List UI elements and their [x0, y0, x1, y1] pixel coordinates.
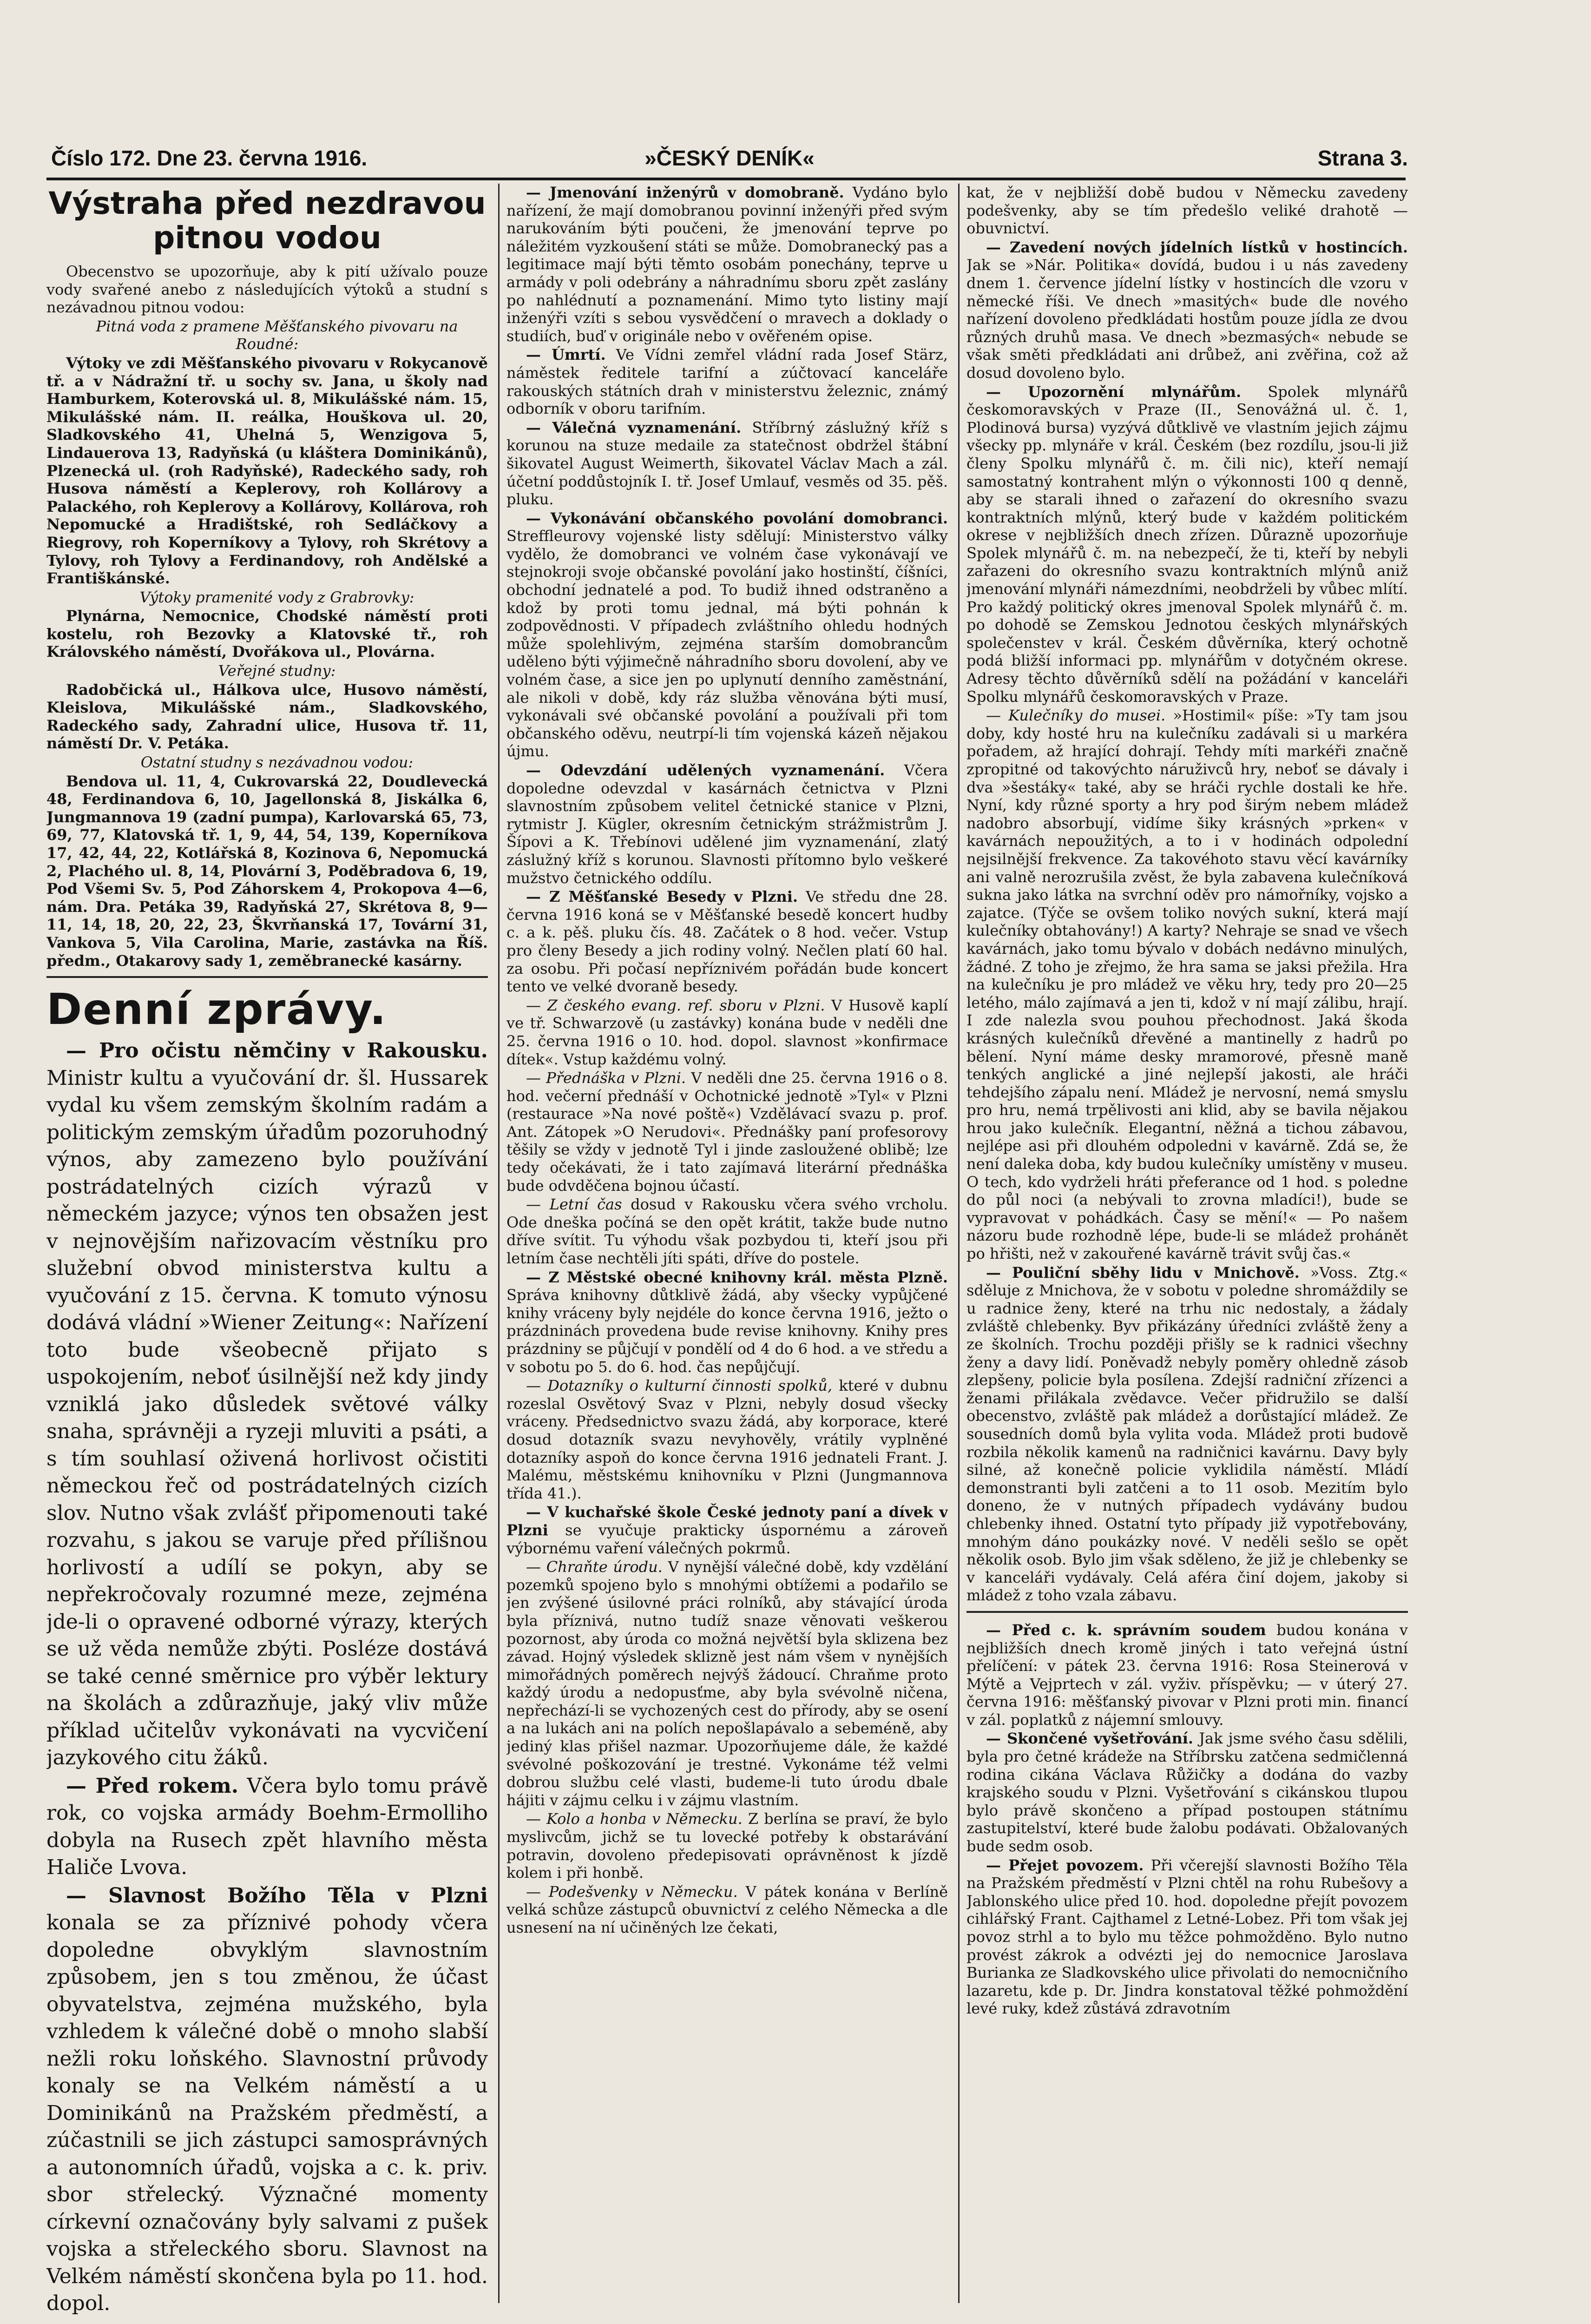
news-item-lead: — Úmrtí. — [526, 346, 606, 364]
newspaper-title: »ČESKÝ DENÍK« — [644, 146, 815, 170]
news-item-text: Správa knihovny důtklivě žádá, aby všecky vypůjčené knihy vráceny byly nejdéle do konce června 1916, ježto o prázdninách provedena bude revise knihovny. Knihy pres prázdniny se půjčují v pondělí od 4 do 6 hod. a ve středu a v sobotu po 5. do 6. hod. čas nepůjčují. — [506, 1286, 948, 1376]
news-item-text: Spolek mlynářů českomoravských v Praze (II., Senovážná ul. č. 1, Plodinová bursa) vyzývá důtklivě ve vlastním jejich zájmu všecky pp. mlynáře v král. Českém (bez rozdílu, jsou-li již členy Spolku mlynářů č. m. čili nic), kteří nemají samostatný kontrahent mlýn o výkonnosti 100 q denně, aby se starali ihned o zařazení do okresního svazu kontraktních mlýnů, který bude v každém politickém okrese v nejbližších dnech zřízen. Důrazně upozorňuje Spolek mlynářů č. m. na nebezpečí, že ti, kteří by nebyli zařazeni do okresního svazu kontraktních mlýnů aniž jmenování mlynáři námezdními, neobdrželi by vůbec mlítí. Pro každý politický okres jmenoval Spolek mlynářů č. m. po dohodě se Zemskou Jednotou českých mlynářských společenstev v král. Českém důvěrníka, který ochotně podá bližší informaci pp. mlynářům v dotyčném okrese. Adresy těchto důvěrníků sdělí na požádání v kanceláři Spolku mlynářů českomoravských v Praze. — [966, 383, 1408, 706]
news-item — [506, 346, 948, 417]
news-item-lead: — Odevzdání udělených vyznamenání. — [526, 761, 885, 779]
news-item — [966, 1730, 1408, 1855]
news-item-lead: — Z Měšťanské Besedy v Plzni. — [526, 888, 798, 906]
news-item — [46, 1773, 488, 1882]
news-item-lead: — Z českého evang. ref. sboru v Plzni. — [526, 996, 825, 1014]
news-item-text: V pátek konána v Berlíně velká schůze zástupců obuvnictví z celého Německa a dle usnesení na ní učiněných lze čekati, — [506, 1882, 948, 1936]
column-1 — [46, 184, 488, 2324]
warning-intro: Obecenstvo se upozorňuje, aby k pití užívalo pouze vody svařené anebo z následujících výtoků a studní s nezávadnou pitnou vodou: — [46, 263, 488, 317]
section-heading: Veřejné studny: — [218, 662, 336, 680]
news-item — [506, 1268, 948, 1376]
news-item-text: Vydáno bylo nařízení, že mají domobranou povinní inženýři před svým narukováním býti poučeni, že jmenování teprve po náležitém vyzkoušení státi se může. Domobranecký pas a legitimace mají býti těmto osobám ponechány, teprve u armády v poli odebrány a náhradnímu sboru zpět zaslány po nahlédnutí a poznamenání. Mimo tyto listiny mají inženýři vzíti s sebou vysvědčení o mravech a doklady o studiích, buď v originále nebo v ověřeném opise. — [506, 184, 948, 345]
news-item — [966, 1621, 1408, 1729]
column-3 — [966, 184, 1408, 2324]
news-item-lead: — Válečná vyznamenání. — [526, 418, 742, 436]
news-item-lead: — Skončené vyšetřování. — [986, 1730, 1194, 1748]
news-item-lead: — Kolo a honba v Německu. — [526, 1810, 743, 1828]
news-item — [46, 1037, 488, 1772]
news-item-text: Stříbrný záslužný kříž s korunou na stuze medaile za statečnost obdržel štábní šikovatel August Weimerth, šikovatel Václav Mach a zál. účetní poddůstojník I. tř. Josef Umlauf, vesměs od 35. pěš. pluku. — [506, 418, 948, 508]
news-item-text: Streffleurovy vojenské listy sdělují: Ministerstvo války vydělo, že domobranci ve volném čase vykonávají ve stejnokroji svoje občanské povolání jako hostinští, číšníci, obchodní jednatelé a pod. To budiž ihned odstraněno a kdož by proti tomu jednal, má býti pohnán k zodpovědnosti. V případech zvláštního ohledu hodných může spolehlivým, zejména starším domobrancům uděleno býti výjimečně náhradního sboru dovolení, aby ve volném čase, a sice jen po uplynutí denního zaměstnání, ale nikoli v době, kdy ráz služba věnována býti musí, vykonávali své občanské povolání a používali při tom občanského oděvu, neutrpí-li tím vojenská kázeň nějakou újmu. — [506, 527, 948, 760]
news-item-lead: — Pouliční sběhy lidu v Mnichově. — [986, 1263, 1300, 1281]
section-heading: Ostatní studny s nezávadnou vodou: — [140, 753, 414, 772]
news-item-text: V neděli dne 25. června 1916 o 8. hod. večerní přednáší v Ochotnické jednotě »Tyl« v Plzni (restaurace »Na nové poště«) Vzdělávací svazu p. prof. Ant. Zátopek »O Nerudovi«. Přednášky paní profesorovy těšily se vždy v jednotě Tyl i jinde zasloužené oblibě; lze tedy očekávati, že i tato zajímavá literární přednáška bude odvděčena bojnou účastí. — [506, 1069, 948, 1195]
news-item — [506, 888, 948, 996]
news-item — [506, 419, 948, 508]
news-item — [506, 761, 948, 887]
news-item-lead: — Letní čas — [526, 1195, 622, 1214]
column-2 — [506, 184, 948, 2324]
news-item-lead: — V kuchařské škole České jednoty paní a dívek v Plzni — [506, 1503, 948, 1539]
news-item — [506, 1810, 948, 1882]
section-text: Radobčická ul., Hálkova ulce, Husovo náměstí, Kleislova, Mikulášské nám., Sladkovského, Radeckého sady, Zahradní ulice, Husova tř. 11, náměstí Dr. V. Petáka. — [46, 680, 488, 753]
news-item-lead: — Přejet povozem. — [986, 1856, 1144, 1874]
news-item-text: V Husově kaplí ve tř. Schwarzově (u zastávky) konána bude v neděli dne 25. června 1916 o 10. hod. dopol. slavnost »konfirmace dítek«. Vstup každému volný. — [506, 996, 948, 1068]
news-item-text: Ve středu dne 28. června 1916 koná se v Měšťanské besedě koncert hudby c. a k. pěš. pluku čís. 48. Začátek o 8 hod. večer. Vstup pro členy Besedy a jich rodiny volný. Nečlen platí 60 hal. za osobu. Při počasí nepříznivém pořádán bude koncert tento ve velké dvoraně besedy. — [506, 888, 948, 996]
news-item — [966, 383, 1408, 706]
news-item-lead: — Jmenování inženýrů v domobraně. — [526, 184, 844, 201]
news-item-lead: — Pro očistu němčiny v Rakousku. — [66, 1039, 488, 1063]
news-item-text: konala se za příznivé pohody včera dopoledne obvyklým slavnostním způsobem, jen s tou změnou, že účast obyvatelstva, zejména mužského, byla vzhledem k válečné době o mnoho slabší nežli roku loňského. Slavnostní průvody konaly se na Velkém náměstí a u Dominikánů na Pražském předměstí, a zúčastnili se jich zástupci samosprávných a autonomních úřadů, vojska a c. k. priv. sbor střelecký. Význačné momenty církevní označovány byly salvami z pušek vojska a střeleckého sboru. Slavnost na Velkém náměstí skončena byla po 11. hod. dopol. — [46, 1911, 488, 2316]
header-rule — [46, 178, 1406, 180]
news-item — [966, 706, 1408, 1262]
news-item-text: se vyučuje prakticky úspornému a zároveň výbornému vaření válečných pokrmů. — [506, 1521, 948, 1557]
news-item-lead: — Kulečníky do musei. — [986, 706, 1166, 725]
section-text: Plynárna, Nemocnice, Chodské náměstí proti kostelu, roh Bezovky a Klatovské tř., roh Královského náměstí, Dvořákova ul., Plovárna. — [46, 607, 488, 661]
news-item-lead: — Podešvenky v Německu. — [526, 1882, 738, 1901]
news-item-lead: — Vykonávání občanského povolání domobranci. — [526, 509, 948, 527]
warning-headline: Výstraha před nezdravou pitnou vodou — [48, 185, 486, 256]
news-item-text: Ve Vídni zemřel vládní rada Josef Stärz, náměstek ředitele tarifní a zúčtovací kanceláře rakouských státních drah v ministerstvu železnic, známý odborník v oboru tarifním. — [506, 346, 948, 418]
section-heading: Výtoky pramenité vody z Grabrovky: — [139, 588, 414, 606]
news-item-text: Včera bylo tomu právě rok, co vojska armády Boehm-Ermolliho dobyla na Rusech zpět hlavního města Haliče Lvova. — [46, 1774, 488, 1880]
section-text: Bendova ul. 11, 4, Cukrovarská 22, Doudlevecká 48, Ferdinandova 6, 10, Jagellonská 8, Jiskálka 6, Jungmannova 19 (zadní pumpa), Karlovarská 65, 73, 69, 77, Klatovská tř. 1, 9, 44, 54, 139, Koperníkova 17, 42, 44, 22, Kotlářská 8, Kozinova 6, Nepomucká 2, Plachého ul. 8, 14, Plovární 3, Poděbradova 6, 19, Pod Všemi Sv. 5, Pod Záhorskem 4, Prokopova 4—6, nám. Dra. Petáka 39, Radyňská 27, Skrétova 8, 9—11, 14, 18, 20, 22, 23, Škvrňanská 17, Tovární 31, Vankova 5, Vila Carolina, Marie, zastávka na Říš. předm., Otakarovy sady 1, zeměbranecké kasárny. — [46, 772, 488, 970]
news-item-text: Při včerejší slavnosti Božího Těla na Pražském předměstí v Plzni chtěl na rohu Rubešovy a Jablonského ulice před 10. hod. dopoledne přejít povozem cihlářský Frant. Cajthamel z Letné-Lobez. Při tom však jej povoz strhl a to bylo mu těžce pohmožděno. Bylo nutno provést zákrok a odvézti jej do nemocnice Jaroslava Burianka ze Sladkovského ulice přivolati do nemocničního lazaretu, kde p. Dr. Jindra konstatoval těžké pohmoždění levé ruky, kdež zůstává zdravotním — [966, 1856, 1408, 2018]
news-item-lead: — Před rokem. — [66, 1774, 239, 1798]
continued-text: kat, že v nejbližší době budou v Německu zavedeny podešvenky, aby se tím předešlo veliké drahotě — obuvnictví. — [966, 184, 1408, 238]
page-header — [51, 139, 1408, 177]
news-item-lead: — Chraňte úrodu. — [526, 1558, 663, 1576]
news-item — [506, 184, 948, 345]
news-item-text: Z berlína se praví, že bylo myslivcům, jichž se tu lovecké potřeby k obstarávání potravin, dovoleno předepisovati oprávněnost k jízdě kolem i při honbě. — [506, 1810, 948, 1882]
news-item-text: dosud v Rakousku včera svého vrcholu. Ode dneška počíná se den opět krátit, takže bude nutno dříve svítit. Tu výhodu však pozbydou ti, kteří jsou při letním čase nechtěli jíti spáti, dříve do postele. — [506, 1195, 948, 1268]
news-item-text: »Hostimil« píše: »Ty tam jsou doby, kdy hosté hru na kulečníku zadávali si u markéra pořadem, až hrající dohrají. Tehdy míti markéři značně zpropitné od takovýchto náruživců hry, neboť se dávaly i dva »šestáky« také, aby se hráči rychle dostali ke hře. Nyní, kdy různé sporty a hry pod širým nebem mládež nadobro absorbují, vidíme šiky krásných »prken« v kavárnách nepoužitých, a to i v hodinách odpolední nejsilnější frekvence. Za takovéhoto stavu věcí kavárníky ani valně nerozrušila zvěst, že byla zabavena kulečníková sukna jako látka na svrchní oděv pro námořníky, vojsko a zajatce. (Týče se ovšem toliko nových sukní, která mají kulečníky obtahovány!) A karty? Nehraje se snad ve všech kavárnách, jako tomu bývalo v dobách nedávno minulých, žádné. Z toho je zřejmo, že hra sama se jaksi přežila. Hra na kulečníku je pro mládež ve věku hry, tedy pro 20—25 letého, málo zajímavá a jen ti, kdož v ní mají zálibu, hrají. I zde nalezla svou pouhou přechodnost. Jaká škoda krásných kulečníků dřevěné a mantinelly z hadrů po bělení. Nyní máme desky mramorové, přesně maně tenkých anglické a jiné nejlepší jakosti, ale hráči tehdejšího zápalu není. Mládež je nervosní, nemá smyslu pro hru, nemá trpělivosti ani klid, aby se bavila nějakou hrou jako kulečník. Elegantní, něžná a tichou zábavou, nejlépe asi při dlouhém odpoledni v kavárně. Zdá se, že není daleka doba, kdy budou kulečníky umístěny v museu. O tech, kdo vydrželi hráti přeferance od 1 hod. s poledne do půl noci (a nebývali to zrovna mladíci!), bude se vypravovat v pohádkách. Časy se mění!« — Po našem názoru bude rozhodně lépe, bude-li se mládež prohánět po hřišti, než v zakouřené kavárně trávit svůj čas.« — [966, 706, 1408, 1263]
news-item — [966, 1856, 1408, 2018]
news-item-lead: — Před c. k. správním soudem — [986, 1621, 1266, 1639]
news-item — [506, 1195, 948, 1267]
news-item — [506, 1558, 948, 1809]
news-item-text: Jak se »Nár. Politika« dovídá, budou i u nás zavedeny dnem 1. července jídelní lístky v hostincích dle vzoru v německé říši. Ve dnech »masitých« bude dle nového nařízení dovoleno předkládati hostům pouze jídla ze dvou různých druhů masa. Ve dnech »bezmasých« nebude se však směti předkládati ani drůbež, ani zvěřina, což až dosud dovoleno bylo. — [966, 256, 1408, 382]
section-text: Výtoky ve zdi Měšťanského pivovaru v Rokycanově tř. a v Nádražní tř. u sochy sv. Jana, u školy nad Hamburkem, Koterovská ul. 8, Mikulášské nám. 15, Mikulášské nám. II. reálka, Houškova ul. 20, Sladkovského 41, Uhelná 5, Wenzigova 5, Lindauerova 13, Radyňská (u kláštera Dominikánů), Plzenecká ul. (roh Radyňské), Radeckého sady, roh Husova náměstí a Keplerovy, roh Kollárovy a Palackého, roh Keplerovy a Kollárovy, Kollárova, roh Nepomucké a Hradištské, roh Sedláčkovy a Riegrovy, roh Koperníkovy a Tylovy, roh Skrétovy a Tylovy, roh Tylovy a Ferdinandovy, roh Andělské a Františkánské. — [46, 354, 488, 588]
news-item-lead: — Dotazníky o kulturní činnosti spolků, — [526, 1377, 833, 1395]
news-item-lead: — Upozornění mlynářům. — [986, 383, 1242, 401]
news-item-text: »Voss. Ztg.« sděluje z Mnichova, že v sobotu v poledne shromáždily se u radnice ženy, které na trhu nic nedostaly, a žádaly zvláště chlebenky. Byv přikázány úředníci zvláště ženy a ze školních. Trochu později přišly se k radnici všechny ženy a davy lidí. Poněvadž nebyly poměry ohledně zásob zlepšeny, policie byla posílena. Zdejší radniční zřízenci a ženami přilákala zvědavce. Večer přidružilo se další obecenstvo, zvláště pak mládež a dorůstající mládež. Ze sousedních domů byla vylita voda. Mládež proti budově rozbila několik kamenů na radničnici kavárnu. Davy byly silné, až konečně policie vyklidila náměstí. Mládí demonstranti byli zatčeni a to 11 osob. Mezitím bylo doneno, že v nutných případech vydávány budou chlebenky ihned. Ostatní tyto případy již vypotřebovány, mnohým dáno poukázky nové. V neděli sešlo se opět několik osob. Bylo jim však sděleno, že již je chlebenky se v kanceláři vydávaly. Celá aféra činí dojem, jakoby si mládež z toho vzala zábavu. — [966, 1263, 1408, 1604]
section-rule — [46, 976, 488, 978]
news-item — [46, 1882, 488, 2317]
news-item-text: Ministr kultu a vyučování dr. šl. Hussarek vydal ku všem zemským školním radám a politickým zemským úřadům pozoruhodný výnos, aby zamezeno bylo používání postrádatelných cizích výrazů v německém jazyce; výnos ten obsažen jest v nejnovějším nařizovacím věstníku pro služební obvod ministerstva kultu a vyučování z 15. června. K tomuto výnosu dodává vládní »Wiener Zeitung«: Nařízení toto bude všeobecně přijato s uspokojením, neboť úsilnější než kdy jindy vzniklá jako důsledek světové války snaha, správněji a ryzeji mluviti a psáti, a s tím souhlasí oživená horlivost očistiti německou řeč od postrádatelných cizích slov. Nutno však zvlášť připomenouti také rozvahu, s jakou se varuje před přílišnou horlivostí a udílí se pokyn, aby se nepřekročovaly rozumné meze, zejména jde-li o opravené odborné výrazy, kterých se už věda nemůže zbýti. Posléze dostává se také cenné směrnice pro výběr lektury na školách a zdůrazňuje, jaký vliv může příklad učitelův vykonávati na vycvičení jazykového citu žáků. — [46, 1066, 488, 1770]
news-item — [506, 997, 948, 1068]
news-item-lead: — Z Městské obecné knihovny král. města Plzně. — [526, 1268, 948, 1286]
page-number: Strana 3. — [1317, 146, 1408, 170]
section-heading: Pitná voda z pramene Měšťanského pivovaru na Roudné: — [96, 317, 458, 353]
news-item-text: budou konána v nejbližších dnech kromě jiných i tato veřejná ústní přelíčení: v pátek 23. června 1916: Rosa Steinerová v Mýtě a Vejprtech v zál. vyživ. příspěvku; — v úterý 27. června 1916: měšťanský pivovar v Plzni proti min. financí v zál. poplatků z nájemní smlouvy. — [966, 1621, 1408, 1729]
news-list — [46, 1037, 488, 2317]
news-item — [506, 1069, 948, 1195]
news-item-text: Jak jsme svého času sdělili, byla pro četné krádeže na Stříbrsku zatčena sedmičlenná rodina cikána Václava Růžičky a dodána do vazby krajského soudu v Plzni. Vyšetřování s cikánskou tlupou bylo právě skončeno a případ postoupen státnímu zastupitelství, které bude žalobu podávati. Obžalovaných bude sedm osob. — [966, 1730, 1408, 1855]
news-item-text: V nynější válečné době, kdy vzdělání pozemků spojeno bylo s mnohými obtížemi a podařilo se jen zvýšené úsilovné práci rolníků, aby stávající úroda byla příznivá, nutno tudíž snaze věnovati veškerou pozornost, aby úroda co možná největší byla sklizena bez závad. Hojný výsledek sklizně jest nám všem v nynějších mimořádných poměrech nejvýš žádoucí. Chraňme proto každý úrodu a nedopusťme, aby byla svévolně ničena, nepřechází-li se vychozených cest do přírody, aby se osení a na lukách ani na polích nepošlapávalo a sebeméně, aby jediný klas přišel nazmar. Upozorňujeme dále, že každé svévolné poškozování je trestné. Vykonáme též velmi dobrou službu celé vlasti, budeme-li tuto úrodu dbale hájiti v zájmu celku i v zájmu vlastním. — [506, 1558, 948, 1809]
news-item — [506, 1883, 948, 1937]
news-item — [506, 1503, 948, 1557]
news-item-lead: — Zavedení nových jídelních lístků v hostincích. — [986, 238, 1408, 256]
issue-number-date: Číslo 172. Dne 23. června 1916. — [51, 146, 368, 170]
section-rule — [966, 1611, 1408, 1613]
news-item-lead: — Přednáška v Plzni. — [526, 1069, 686, 1087]
news-item-text: které v dubnu rozeslal Osvětový Svaz v Plzni, nebyly dosud všecky vráceny. Předsednictvo svazu žádá, aby korporace, které dosud dotazník svazu nevyhověly, vrátily vyplněné dotazníky aspoň do konce června 1916 jednateli Frant. J. Malému, městskému knihovníku v Plzni (Jungmannova třída 41.). — [506, 1377, 948, 1502]
column-divider — [958, 184, 960, 2303]
news-item — [506, 1377, 948, 1502]
news-item-lead: — Slavnost Božího Těla v Plzni — [66, 1883, 488, 1908]
daily-news-headline: Denní zprávy. — [46, 984, 387, 1035]
column-divider — [498, 184, 500, 2303]
news-item-text: Včera dopoledne odevzdal v kasárnách četnictva v Plzni slavnostním způsobem velitel četnické stanice v Plzni, rytmistr J. Kügler, okresním četnickým strážmistrům J. Šípovi a K. Třebínovi udělené jim vyznamenání, zlatý záslužný kříž s korunou. Slavnosti přítomno bylo veškeré mužstvo četnického oddílu. — [506, 761, 948, 887]
news-item — [966, 238, 1408, 382]
news-item — [966, 1264, 1408, 1604]
news-item — [506, 509, 948, 760]
